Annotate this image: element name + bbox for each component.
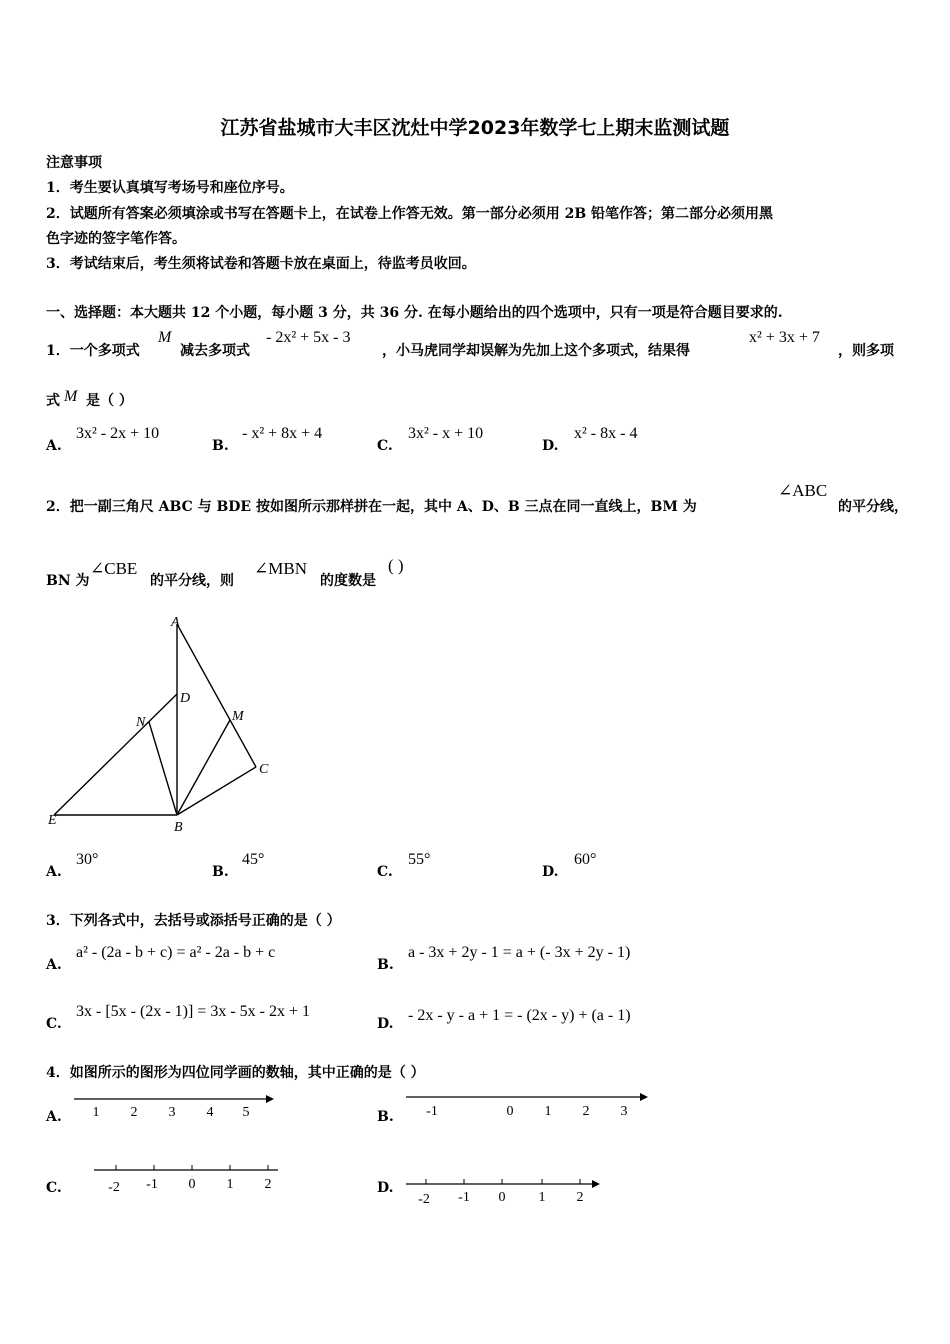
segment-bc — [177, 767, 256, 815]
q1-var-m: M — [158, 329, 172, 346]
q2-text-3: BN 为 — [46, 573, 90, 589]
q3-option-a-label: A. — [46, 957, 62, 973]
q3-option-d-expr: - 2x - y - a + 1 = - (2x - y) + (a - 1) — [408, 1007, 631, 1024]
q2-option-c-label: C. — [377, 864, 393, 880]
q2-option-c-value: 55° — [408, 851, 431, 868]
q2-option-a-label: A. — [46, 864, 62, 880]
q4-number-line-d — [402, 1174, 607, 1210]
tick-label: -2 — [108, 1180, 120, 1195]
q4-number-line-c — [90, 1160, 285, 1196]
tick-label: 1 — [92, 1105, 100, 1120]
q1-text-5: 式 — [46, 393, 60, 409]
tick-label: 1 — [538, 1190, 546, 1205]
tick-label: 2 — [582, 1104, 590, 1119]
tick-label: 2 — [264, 1177, 272, 1192]
tick-label: -1 — [146, 1177, 158, 1192]
label-d: D — [180, 691, 191, 706]
q1-text-4: ，则多项 — [838, 343, 894, 359]
q3-option-c-label: C. — [46, 1016, 62, 1032]
q1-expr-1: - 2x² + 5x - 3 — [266, 329, 351, 346]
tick-label: 5 — [242, 1105, 250, 1120]
q1-option-c-expr: 3x² - x + 10 — [408, 425, 484, 442]
label-c: C — [259, 762, 269, 777]
page-title: 江苏省盐城市大丰区沈灶中学2023年数学七上期末监测试题 — [220, 117, 730, 139]
q2-option-d-label: D. — [542, 864, 559, 880]
label-n: N — [136, 715, 146, 730]
q4-option-a-label: A. — [46, 1109, 62, 1125]
q3-option-a-expr: a² - (2a - b + c) = a² - 2a - b + c — [76, 944, 276, 961]
q1-option-d-label: D. — [542, 438, 559, 454]
q1-text-3: ，小马虎同学却误解为先加上这个多项式，结果得 — [382, 343, 690, 359]
notice-line-3: 3．考试结束后，考生须将试卷和答题卡放在桌面上，待监考员收回。 — [46, 256, 476, 272]
q2-option-b-label: B. — [212, 864, 229, 880]
notice-heading: 注意事项 — [46, 155, 102, 171]
q2-text-2: 的平分线， — [838, 499, 908, 515]
q1-option-d-expr: x² - 8x - 4 — [574, 425, 638, 442]
label-a: A — [171, 615, 180, 630]
q3-option-b-label: B. — [377, 957, 394, 973]
q3-option-d-label: D. — [377, 1016, 394, 1032]
q2-text-4: 的平分线，则 — [150, 573, 234, 589]
tick-label: 0 — [498, 1190, 506, 1205]
q2-option-a-value: 30° — [76, 851, 99, 868]
segment-bn — [149, 722, 177, 815]
tick-label: -2 — [418, 1192, 430, 1207]
q2-triangle-figure — [40, 610, 290, 840]
q1-option-c-label: C. — [377, 438, 393, 454]
q1-var-m-2: M — [64, 388, 78, 405]
q2-option-d-value: 60° — [574, 851, 597, 868]
q4-number-line-a — [70, 1090, 275, 1124]
tick-label: 0 — [188, 1177, 196, 1192]
tick-label: 4 — [206, 1105, 214, 1120]
label-m: M — [232, 709, 244, 724]
tick-label: 3 — [168, 1105, 176, 1120]
tick-label: 2 — [130, 1105, 138, 1120]
section-heading: 一、选择题：本大题共 12 个小题，每小题 3 分，共 36 分. 在每小题给出的四个选项中，只有一项是符合题目要求的. — [46, 305, 783, 321]
notice-line-1: 1．考生要认真填写考场号和座位序号。 — [46, 180, 294, 196]
q2-angle-mbn: ∠MBN — [254, 559, 307, 578]
q4-stem: 4．如图所示的图形为四位同学画的数轴，其中正确的是（ ） — [46, 1065, 425, 1081]
q4-option-c-label: C. — [46, 1180, 62, 1196]
q1-option-b-label: B. — [212, 438, 229, 454]
q2-option-b-value: 45° — [242, 851, 265, 868]
label-e: E — [48, 813, 57, 828]
q3-option-b-expr: a - 3x + 2y - 1 = a + (- 3x + 2y - 1) — [408, 944, 631, 961]
q1-expr-2: x² + 3x + 7 — [749, 329, 820, 346]
q2-angle-cbe: ∠CBE — [90, 559, 138, 578]
q4-option-d-label: D. — [377, 1180, 394, 1196]
q2-text-1: 2．把一副三角尺 ABC 与 BDE 按如图所示那样拼在一起，其中 A、D、B 三点在同一直线上，BM 为 — [46, 499, 697, 515]
tick-label: -1 — [458, 1190, 470, 1205]
notice-line-2a: 2．试题所有答案必须填涂或书写在答题卡上，在试卷上作答无效。第一部分必须用 2B 铅笔作答；第二部分必须用黑 — [46, 206, 774, 222]
tick-label: 1 — [544, 1104, 552, 1119]
q3-stem: 3．下列各式中，去括号或添括号正确的是（ ） — [46, 913, 341, 929]
q3-option-c-expr: 3x - [5x - (2x - 1)] = 3x - 5x - 2x + 1 — [76, 1003, 310, 1020]
q1-option-a-label: A. — [46, 438, 62, 454]
q2-answer-paren: ( ) — [388, 556, 404, 575]
q1-option-a-expr: 3x² - 2x + 10 — [76, 425, 160, 442]
q2-angle-abc: ∠ABC — [778, 481, 828, 500]
tick-label: 2 — [576, 1190, 584, 1205]
segment-bm — [177, 720, 230, 815]
q1-text-6: 是（ ） — [86, 393, 133, 409]
q1-text-2: 减去多项式 — [180, 343, 250, 359]
tick-label: 3 — [620, 1104, 628, 1119]
q1-option-b-expr: - x² + 8x + 4 — [242, 425, 323, 442]
q2-text-5: 的度数是 — [320, 573, 376, 589]
q1-text-1: 1．一个多项式 — [46, 343, 140, 359]
q4-option-b-label: B. — [377, 1109, 394, 1125]
label-b: B — [174, 820, 183, 835]
tick-label: 1 — [226, 1177, 234, 1192]
tick-label: 0 — [506, 1104, 514, 1119]
tick-label: -1 — [426, 1104, 438, 1119]
notice-line-2b: 色字迹的签字笔作答。 — [46, 231, 186, 247]
q4-number-line-b — [402, 1088, 652, 1122]
